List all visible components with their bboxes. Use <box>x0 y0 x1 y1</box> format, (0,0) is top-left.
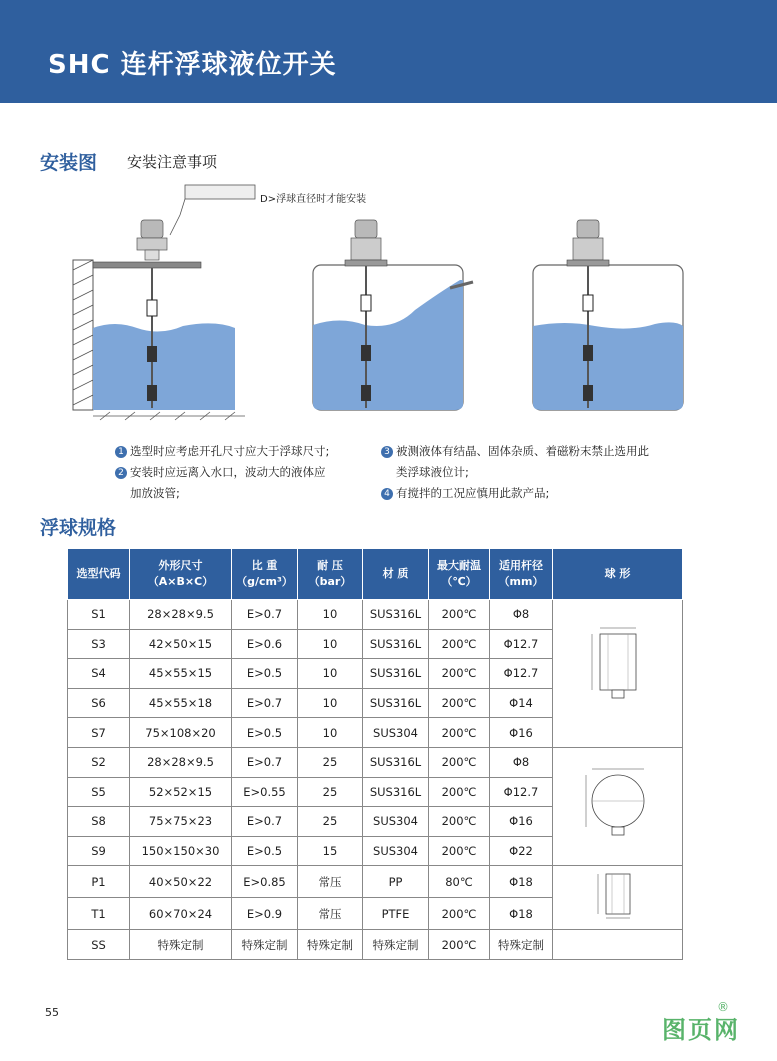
table-cell: E>0.7 <box>232 807 298 837</box>
col-pressure: 耐 压 （bar） <box>298 549 363 600</box>
table-cell: 10 <box>298 659 363 689</box>
ball-shape-cylinder-icon <box>578 622 658 722</box>
table-cell: 200℃ <box>429 777 490 807</box>
table-cell: 200℃ <box>429 659 490 689</box>
page-title: SHC 连杆浮球液位开关 <box>48 50 337 80</box>
table-cell: 200℃ <box>429 807 490 837</box>
table-cell: 200℃ <box>429 718 490 748</box>
ball-shape-sphere-icon <box>578 755 658 855</box>
table-cell: 200℃ <box>429 836 490 866</box>
table-cell: E>0.6 <box>232 629 298 659</box>
table-cell: E>0.7 <box>232 747 298 777</box>
note-2: 2 安装时应远离入水口，波动大的液体应 <box>115 462 329 483</box>
col-code: 选型代码 <box>68 549 130 600</box>
note-2-cont: 加放波管; <box>130 486 180 500</box>
table-cell: SUS316L <box>363 747 429 777</box>
table-cell: S3 <box>68 629 130 659</box>
table-cell: SUS316L <box>363 777 429 807</box>
notes-left <box>115 441 329 504</box>
table-cell: Φ18 <box>490 898 553 930</box>
table-row <box>68 866 683 898</box>
table-cell: S4 <box>68 659 130 689</box>
table-cell: Φ22 <box>490 836 553 866</box>
table-cell: E>0.5 <box>232 836 298 866</box>
table-cell: Φ12.7 <box>490 659 553 689</box>
note-3: 3 被测液体有结晶、固体杂质、着磁粉末禁止选用此 <box>381 441 649 462</box>
table-cell: 45×55×15 <box>130 659 232 689</box>
col-size: 外形尺寸 （A×B×C） <box>130 549 232 600</box>
table-header-row <box>68 549 683 600</box>
diagram-tank <box>533 220 683 410</box>
table-cell: 常压 <box>298 866 363 898</box>
col-material: 材 质 <box>363 549 429 600</box>
table-cell: Φ8 <box>490 747 553 777</box>
ball-shape-cell <box>553 930 683 960</box>
col-temp: 最大耐温 （℃） <box>429 549 490 600</box>
table-cell: Φ16 <box>490 718 553 748</box>
watermark-logo: 图页网 <box>662 1016 740 1044</box>
table-cell: 200℃ <box>429 898 490 930</box>
table-row <box>68 747 683 777</box>
table-cell: P1 <box>68 866 130 898</box>
table-cell: E>0.5 <box>232 718 298 748</box>
table-cell: SUS304 <box>363 718 429 748</box>
install-heading: 安装图 <box>40 152 98 174</box>
table-cell: 200℃ <box>429 688 490 718</box>
table-cell: E>0.55 <box>232 777 298 807</box>
ball-shape-cell <box>553 866 683 930</box>
table-cell: PP <box>363 866 429 898</box>
table-cell: 特殊定制 <box>363 930 429 960</box>
install-subheading: 安装注意事项 <box>127 153 218 171</box>
ball-shape-short-cylinder-icon <box>578 866 658 926</box>
table-cell: S5 <box>68 777 130 807</box>
table-cell: 52×52×15 <box>130 777 232 807</box>
table-cell: PTFE <box>363 898 429 930</box>
col-rod: 适用杆径 （mm） <box>490 549 553 600</box>
col-shape: 球 形 <box>553 549 683 600</box>
table-cell: Φ14 <box>490 688 553 718</box>
table-cell: 特殊定制 <box>490 930 553 960</box>
table-cell: 200℃ <box>429 930 490 960</box>
table-row <box>68 930 683 960</box>
ball-shape-cell <box>553 600 683 748</box>
table-cell: SUS316L <box>363 600 429 630</box>
table-cell: 40×50×22 <box>130 866 232 898</box>
table-cell: E>0.7 <box>232 600 298 630</box>
installation-diagram <box>65 180 705 430</box>
note-3-cont: 类浮球液位计; <box>396 465 469 479</box>
table-cell: SS <box>68 930 130 960</box>
table-cell: SUS316L <box>363 659 429 689</box>
table-cell: S1 <box>68 600 130 630</box>
table-cell: 200℃ <box>429 629 490 659</box>
table-cell: 10 <box>298 688 363 718</box>
table-cell: 25 <box>298 807 363 837</box>
table-cell: 28×28×9.5 <box>130 600 232 630</box>
col-density: 比 重 （g/cm³） <box>232 549 298 600</box>
table-cell: 200℃ <box>429 747 490 777</box>
table-cell: S8 <box>68 807 130 837</box>
table-cell: 75×75×23 <box>130 807 232 837</box>
note-1: 1 选型时应考虑开孔尺寸应大于浮球尺寸; <box>115 441 329 462</box>
notes-right <box>381 441 649 504</box>
table-cell: 10 <box>298 718 363 748</box>
table-cell: 60×70×24 <box>130 898 232 930</box>
note-4: 4 有搅拌的工况应慎用此款产品; <box>381 483 649 504</box>
table-cell: 45×55×18 <box>130 688 232 718</box>
table-cell: 25 <box>298 747 363 777</box>
table-cell: SUS316L <box>363 629 429 659</box>
table-cell: E>0.5 <box>232 659 298 689</box>
diagram-tank-inlet <box>313 220 473 410</box>
ball-shape-cell <box>553 747 683 865</box>
table-cell: Φ18 <box>490 866 553 898</box>
table-cell: 常压 <box>298 898 363 930</box>
table-cell: S9 <box>68 836 130 866</box>
page-header <box>0 0 777 103</box>
table-cell: S2 <box>68 747 130 777</box>
table-cell: S7 <box>68 718 130 748</box>
table-cell: 15 <box>298 836 363 866</box>
table-cell: 80℃ <box>429 866 490 898</box>
table-cell: 10 <box>298 600 363 630</box>
table-cell: Φ16 <box>490 807 553 837</box>
table-cell: 特殊定制 <box>298 930 363 960</box>
table-cell: E>0.7 <box>232 688 298 718</box>
table-cell: 28×28×9.5 <box>130 747 232 777</box>
table-cell: Φ12.7 <box>490 777 553 807</box>
spec-heading: 浮球规格 <box>40 517 117 539</box>
table-cell: E>0.85 <box>232 866 298 898</box>
table-cell: SUS304 <box>363 836 429 866</box>
table-cell: SUS316L <box>363 688 429 718</box>
table-cell: SUS304 <box>363 807 429 837</box>
table-cell: 25 <box>298 777 363 807</box>
spec-table <box>67 548 683 960</box>
diagram-label: D>浮球直径时才能安装 <box>260 194 367 205</box>
table-cell: 42×50×15 <box>130 629 232 659</box>
table-row <box>68 600 683 630</box>
table-cell: Φ12.7 <box>490 629 553 659</box>
table-cell: 特殊定制 <box>130 930 232 960</box>
table-cell: 75×108×20 <box>130 718 232 748</box>
registered-mark: ® <box>717 1000 729 1014</box>
table-cell: 150×150×30 <box>130 836 232 866</box>
table-cell: Φ8 <box>490 600 553 630</box>
table-cell: 特殊定制 <box>232 930 298 960</box>
table-cell: 200℃ <box>429 600 490 630</box>
table-cell: T1 <box>68 898 130 930</box>
table-cell: 10 <box>298 629 363 659</box>
table-cell: E>0.9 <box>232 898 298 930</box>
table-cell: S6 <box>68 688 130 718</box>
page-number: 55 <box>45 1006 59 1019</box>
